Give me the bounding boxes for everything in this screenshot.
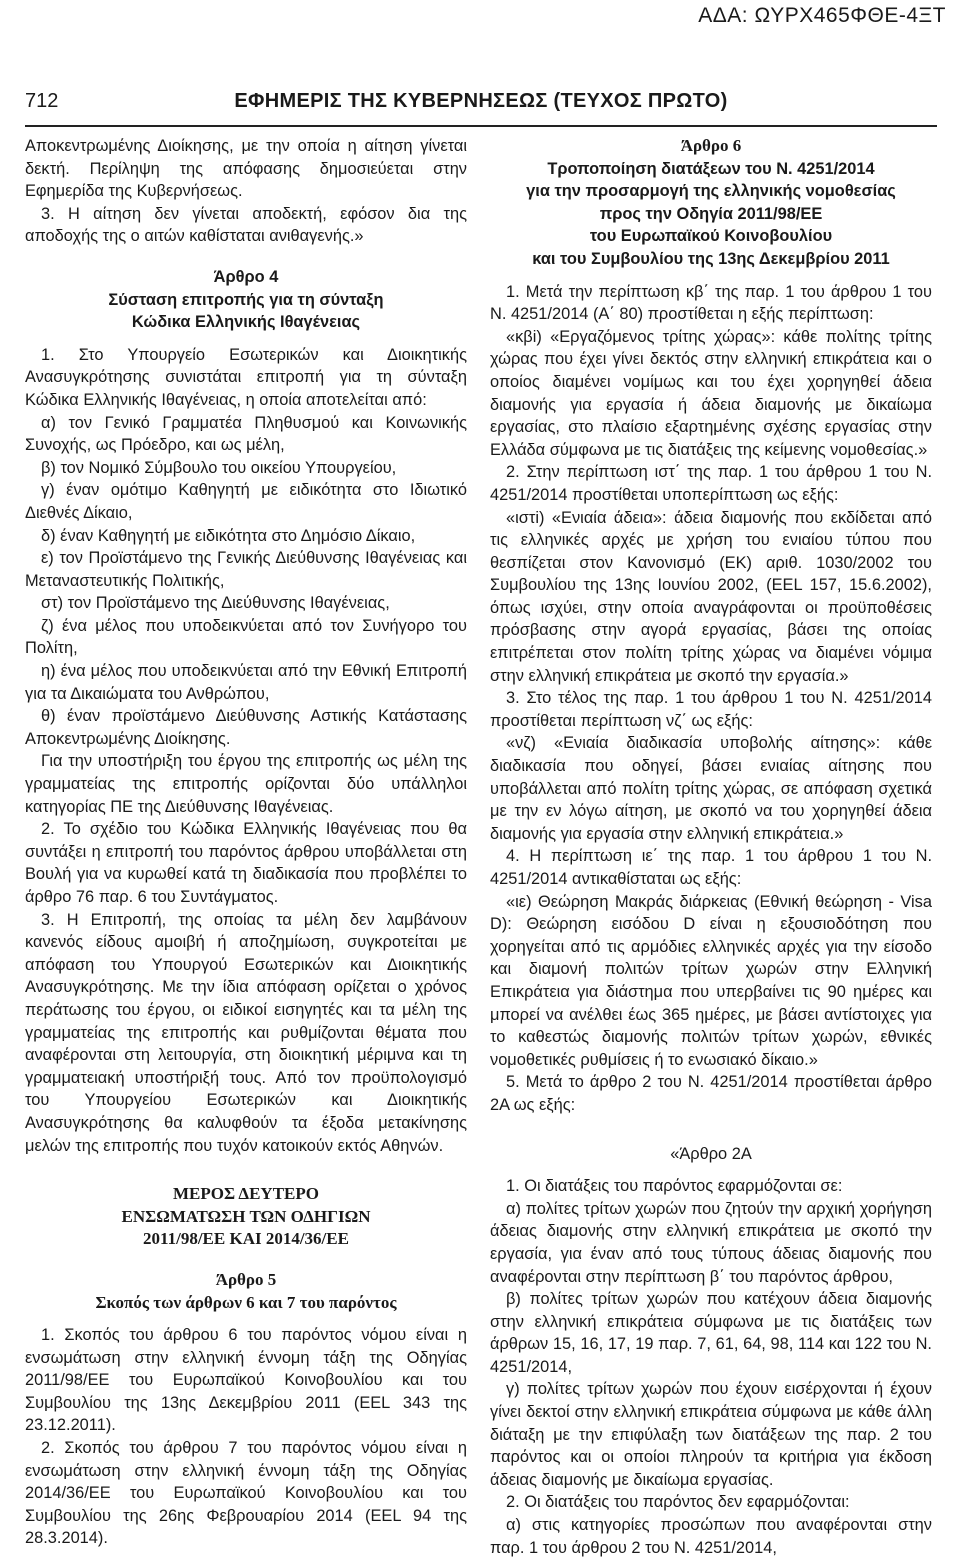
article-5-subtitle: Σκοπός των άρθρων 6 και 7 του παρόντος [95,1292,397,1312]
paragraph: 2. Οι διατάξεις του παρόντος δεν εφαρμόζονται: [506,1493,850,1512]
paragraph: Αποκεντρωμένης Διοίκησης, με την οποία η αίτηση γίνεται δεκτή. Περίληψη της απόφασης δημοσιεύεται στην Εφημερίδα της Κυβερνήσεως. [25,137,467,201]
page-number: 712 [25,90,59,112]
paragraph: 2. Στην περίπτωση ιστ΄ της παρ. 1 του άρθρου 1 του Ν. 4251/2014 προστίθεται υποπερίπτωση ως εξής: [490,463,932,504]
paragraph: 5. Μετά το άρθρο 2 του Ν. 4251/2014 προστίθεται άρθρο 2Α ως εξής: [490,1073,932,1114]
paragraph: 1. Μετά την περίπτωση κβ΄ της παρ. 1 του άρθρου 1 του Ν. 4251/2014 (Α΄ 80) προστίθεται η εξής περίπτωση: [490,282,932,324]
list-item: ζ) ένα μέλος που υποδεικνύεται από τον Συνήγορο του Πολίτη, [25,616,467,658]
article-6-title: Άρθρο 6 [680,136,742,155]
paragraph: «ιστi) «Ενιαία άδεια»: άδεια διαμονής που εκδίδεται από τις ελληνικές αρχές με χρήση του ενιαίου τύπου που θεσπίζεται στον Κανονισμό (ΕΚ) αριθ. 1030/2002 του Συμβουλίου της 13ης Ιουνίου 2002, (EEL 157, 15.6.2002), όπως ισχύει, στην οποία αναγράφονται οι προϋποθέσεις πρόσβασης στην αγορά εργασίας, βάσει της οποίας επιτρέπεται στον πολίτη τρίτης χώρας να διαμένει νόμιμα στην ελληνική επικράτεια με σκοπό την εργασία.» [490,508,932,685]
part-title: ΜΕΡΟΣ ΔΕΥΤΕΡΟ [173,1184,319,1204]
paragraph: 1. Σκοπός του άρθρου 6 του παρόντος νόμου είναι η ενσωμάτωση στην ελληνική έννομη τάξη της Οδηγίας 2011/98/ΕΕ του Ευρωπαϊκού Κοινοβουλίου και του Συμβουλίου της 13ης Δεκεμβρίου 2011 (EEL 343 της 23.12.2011). [25,1326,467,1435]
paragraph: 2. Το σχέδιο του Κώδικα Ελληνικής Ιθαγένειας που θα συντάξει η επιτροπή του παρόντος άρθρου υποβάλλεται στη Βουλή για να κυρωθεί κατά τη διαδικασία που προβλέπει το άρθρο 76 παρ. 6 του Συντάγματος. [25,820,467,906]
ada-code: ΑΔΑ: ΩΥΡΧ465ΦΘΕ-4ΞΤ [698,4,946,27]
article-6-subtitle: προς την Οδηγία 2011/98/ΕΕ [599,204,823,223]
list-item: β) τον Νομικό Σύμβουλο του οικείου Υπουργείου, [41,458,397,477]
paragraph: 1. Στο Υπουργείο Εσωτερικών και Διοικητικής Ανασυγκρότησης συνιστάται επιτροπή για τη σύνταξη Κώδικα Ελληνικής Ιθαγένειας, η οποία αποτελείται από: [25,345,467,409]
article-4-subtitle: Σύσταση επιτροπής για τη σύνταξη [108,290,384,309]
article-4-subtitle: Κώδικα Ελληνικής Ιθαγένειας [131,313,361,332]
list-item: δ) έναν Καθηγητή με ειδικότητα στο Δημόσιο Δίκαιο, [41,526,416,545]
article-6-subtitle: Τροποποίηση διατάξεων του Ν. 4251/2014 [547,159,875,178]
article-4-title: Άρθρο 4 [213,267,279,286]
part-title: 2011/98/ΕΕ ΚΑΙ 2014/36/ΕΕ [143,1229,349,1249]
paragraph: 3. Η αίτηση δεν γίνεται αποδεκτή, εφόσον δια της αποδοχής της ο αιτών καθίσταται ανιθαγενής.» [25,204,467,246]
part-title: ΕΝΣΩΜΑΤΩΣΗ ΤΩΝ ΟΔΗΓΙΩΝ [121,1206,371,1226]
paragraph: 4. Η περίπτωση ιε΄ της παρ. 1 του άρθρου 1 του Ν. 4251/2014 αντικαθίσταται ως εξής: [490,847,932,888]
paragraph: 3. Στο τέλος της παρ. 1 του άρθρου 1 του Ν. 4251/2014 προστίθεται περίπτωση νζ΄ ως εξής: [490,689,932,730]
article-6-subtitle: και του Συμβουλίου της 13ης Δεκεμβρίου 2011 [532,249,890,268]
list-item: στ) τον Προϊστάμενο της Διεύθυνσης Ιθαγένειας, [41,594,390,613]
journal-title: ΕΦΗΜΕΡΙΣ ΤΗΣ ΚΥΒΕΡΝΗΣΕΩΣ (ΤΕΥΧΟΣ ΠΡΩΤΟ) [234,90,728,112]
list-item: ε) τον Προϊστάμενο της Γενικής Διεύθυνσης Ιθαγένειας και Μεταναστευτικής Πολιτικής, [25,549,467,590]
list-item: α) πολίτες τρίτων χωρών που ζητούν την αρχική χορήγηση άδειας διαμονής στην ελληνική επικράτεια με σκοπό την εργασία, για έναν από τους τύπους άδειας διαμονής που αναφέρονται στην περίπτωση β΄ του παρόντος άρθρου, [490,1199,932,1286]
paragraph: Για την υποστήριξη του έργου της επιτροπής ως μέλη της γραμματείας της επιτροπής ορίζονται δύο υπάλληλοι κατηγορίας ΠΕ της Διεύθυνσης Ιθαγένειας. [25,752,467,816]
page-header [25,90,937,120]
paragraph: 1. Οι διατάξεις του παρόντος εφαρμόζονται σε: [506,1177,843,1196]
list-item: η) ένα μέλος που υποδεικνύεται από την Εθνική Επιτροπή για τα Δικαιώματα του Ανθρώπου, [25,662,467,703]
list-item: β) πολίτες τρίτων χωρών που κατέχουν άδεια διαμονής στην ελληνική επικράτεια σύμφωνα με τις διατάξεις των άρθρων 15, 16, 17, 19 παρ. 7, 61, 64, 98, 114 και 122 του Ν. 4251/2014, [490,1290,932,1376]
paragraph: 2. Σκοπός του άρθρου 7 του παρόντος νόμου είναι η ενσωμάτωση στην ελληνική έννομη τάξη της Οδηγίας 2014/36/ΕΕ του Ευρωπαϊκού Κοινοβουλίου και του Συμβουλίου της 26ης Φεβρουαρίου 2014 (EEL 94 της 28.3.2014). [25,1439,467,1548]
article-6-subtitle: για την προσαρμογή της ελληνικής νομοθεσίας [526,182,896,201]
article-2a-title: «Άρθρο 2Α [670,1144,752,1163]
header-rule [25,125,937,127]
left-column [25,135,467,1550]
list-item: γ) έναν ομότιμο Καθηγητή με ειδικότητα στο Ιδιωτικό Διεθνές Δίκαιο, [25,481,467,522]
list-item: θ) έναν προϊστάμενο Διεύθυνσης Αστικής Κατάστασης Αποκεντρωμένης Διοίκησης. [25,707,467,748]
article-5-title: Άρθρο 5 [215,1269,277,1289]
article-6-subtitle: του Ευρωπαϊκού Κοινοβουλίου [589,227,833,246]
paragraph: «νζ) «Ενιαία διαδικασία υποβολής αίτησης»: κάθε διαδικασία που οδηγεί, βάσει ενιαίας αίτησης που υποβάλλεται από πολίτη τρίτης χώρας, σε απόφαση σχετικά με την εν λόγω αίτηση, με σκοπό να του χορηγηθεί άδεια διαμονής για εργασία στην ελληνική επικράτεια.» [490,734,932,843]
paragraph: 3. Η Επιτροπή, της οποίας τα μέλη δεν λαμβάνουν κανενός είδους αμοιβή ή αποζημίωση, συγκροτείται με απόφαση του Υπουργού Εσωτερικών και Διοικητικής Ανασυγκρότησης. Με την ίδια απόφαση ορίζεται ο χρόνος περάτωσης του έργου, οι ειδικοί εισηγητές και τα μέλη της γραμματείας της επιτροπής και ρυθμίζονται θέματα που αναφέρονται στη λειτουργία, στη διοικητική μέριμνα και τη γραμματειακή υποστήριξή τους. Από τον προϋπολογισμό του Υπουργείου Εσωτερικών και Διοικητικής Ανασυγκρότησης θα καλυφθούν τα έξοδα μετακίνησης μελών της επιτροπής που τυχόν κατοικούν εκτός Αθηνών. [25,910,467,1155]
list-item: γ) πολίτες τρίτων χωρών που έχουν εισέρχονται ή έχουν γίνει δεκτοί στην ελληνική επικράτεια σύμφωνα με κάθε άλλη διάταξη με την επιφύλαξη των διατάξεων της παρ. 2 του παρόντος και οι οποίοι πληρούν τα κριτήρια για έκδοση άδειας διαμονής με δικαίωμα εργασίας. [490,1380,932,1489]
list-item: α) τον Γενικό Γραμματέα Πληθυσμού και Κοινωνικής Συνοχής, ως Πρόεδρο, και ως μέλη, [25,413,467,455]
list-item: α) στις κατηγορίες προσώπων που αναφέρονται στην παρ. 1 του άρθρου 2 του Ν. 4251/2014, [490,1516,932,1557]
right-column [490,135,932,1559]
paragraph: «κβi) «Εργαζόμενος τρίτης χώρας»: κάθε πολίτης τρίτης χώρας που έχει γίνει δεκτός στην ελληνική επικράτεια και ο οποίος διαμένει νομίμως και του έχει χορηγηθεί άδεια διαμονής για εργασία ή άδεια διαμονής με δικαίωμα εργασίας, στο πλαίσιο εξαρτημένης σχέσης εργασίας στην Ελλάδα σύμφωνα με τις διατάξεις της κείμενης νομοθεσίας.» [490,327,932,459]
paragraph: «ιε) Θεώρηση Μακράς διάρκειας (Εθνική θεώρηση - Visa D): Θεώρηση εισόδου D είναι η εξουσιοδότηση που χορηγείται από τις αρμόδιες ελληνικές αρχές για την είσοδο και διαμονή πολιτών τρίτων χωρών στην Ελληνική Επικράτεια για διάστημα που υπερβαίνει τις 90 ημέρες και μπορεί να ανέλθει έως 365 ημέρες, με βάσει αντίστοιχες για το καθεστώς διαμονής πολιτών τρίτων χωρών, εθνικές νομοθετικές ρυθμίσεις ή το ενωσιακό δίκαιο.» [490,892,932,1069]
